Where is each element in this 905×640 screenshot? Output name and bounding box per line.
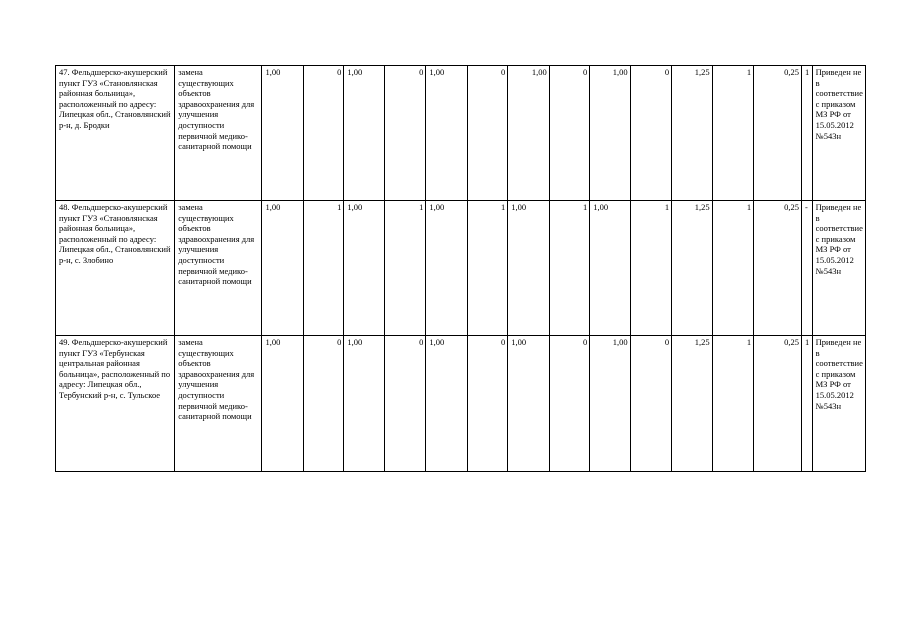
value-cell: 0 — [303, 66, 343, 201]
value-cell: 1,00 — [426, 201, 468, 336]
value-cell: 0 — [467, 336, 507, 472]
value-cell: 1 — [303, 201, 343, 336]
note-cell: Приведен не в соответствие с приказом МЗ РФ от 15.05.2012 №543н — [812, 201, 865, 336]
value-cell: 1,25 — [672, 336, 712, 472]
value-cell: 1,00 — [590, 336, 630, 472]
purpose-cell: замена существующих объектов здравоохранения для улучшения доступности первичной медико-санитарной помощи — [175, 66, 262, 201]
value-cell: 1,00 — [344, 201, 384, 336]
value-cell: 1,00 — [590, 66, 630, 201]
value-cell: 0 — [384, 336, 426, 472]
value-cell: 0 — [303, 336, 343, 472]
value-cell: 1 — [384, 201, 426, 336]
value-cell: 1 — [712, 66, 754, 201]
value-cell: 1,25 — [672, 66, 712, 201]
value-cell: 1,00 — [344, 66, 384, 201]
value-cell: 0 — [549, 336, 589, 472]
value-cell: - — [801, 201, 812, 336]
purpose-cell: замена существующих объектов здравоохранения для улучшения доступности первичной медико-санитарной помощи — [175, 336, 262, 472]
value-cell: 0 — [630, 336, 672, 472]
facility-name: 47. Фельдшерско-акушерский пункт ГУЗ «Становлянская районная больница», расположенный по адресу: Липецкая обл., Становлянский р-н, д. Бродки — [56, 66, 175, 201]
value-cell: 1,00 — [262, 66, 304, 201]
value-cell: 0 — [467, 66, 507, 201]
value-cell: 1,25 — [672, 201, 712, 336]
note-cell: Приведен не в соответствие с приказом МЗ РФ от 15.05.2012 №543н — [812, 66, 865, 201]
value-cell: 0,25 — [754, 66, 802, 201]
value-cell: 1 — [712, 336, 754, 472]
value-cell: 1,00 — [426, 336, 468, 472]
note-cell: Приведен не в соответствие с приказом МЗ РФ от 15.05.2012 №543н — [812, 336, 865, 472]
value-cell: 0 — [384, 66, 426, 201]
value-cell: 1,00 — [508, 336, 550, 472]
value-cell: 0,25 — [754, 201, 802, 336]
value-cell: 1,00 — [344, 336, 384, 472]
table-row — [56, 201, 866, 336]
value-cell: 0,25 — [754, 336, 802, 472]
value-cell: 1,00 — [262, 336, 304, 472]
value-cell: 0 — [630, 66, 672, 201]
table-row — [56, 66, 866, 201]
value-cell: 1 — [630, 201, 672, 336]
value-cell: 1 — [801, 66, 812, 201]
value-cell: 1,00 — [508, 66, 550, 201]
value-cell: 1,00 — [508, 201, 550, 336]
purpose-cell: замена существующих объектов здравоохранения для улучшения доступности первичной медико-санитарной помощи — [175, 201, 262, 336]
value-cell: 1,00 — [590, 201, 630, 336]
table-row — [56, 336, 866, 472]
value-cell: 1 — [467, 201, 507, 336]
value-cell: 1 — [549, 201, 589, 336]
value-cell: 1 — [712, 201, 754, 336]
facility-name: 49. Фельдшерско-акушерский пункт ГУЗ «Тербунская центральная районная больница», расположенный по адресу: Липецкая обл., Тербунский р-н, с. Тульское — [56, 336, 175, 472]
value-cell: 1,00 — [426, 66, 468, 201]
value-cell: 1 — [801, 336, 812, 472]
value-cell: 1,00 — [262, 201, 304, 336]
value-cell: 0 — [549, 66, 589, 201]
facility-name: 48. Фельдшерско-акушерский пункт ГУЗ «Становлянская районная больница», расположенный по адресу: Липецкая обл., Становлянский р-н, с. Злобино — [56, 201, 175, 336]
data-table — [55, 65, 866, 472]
